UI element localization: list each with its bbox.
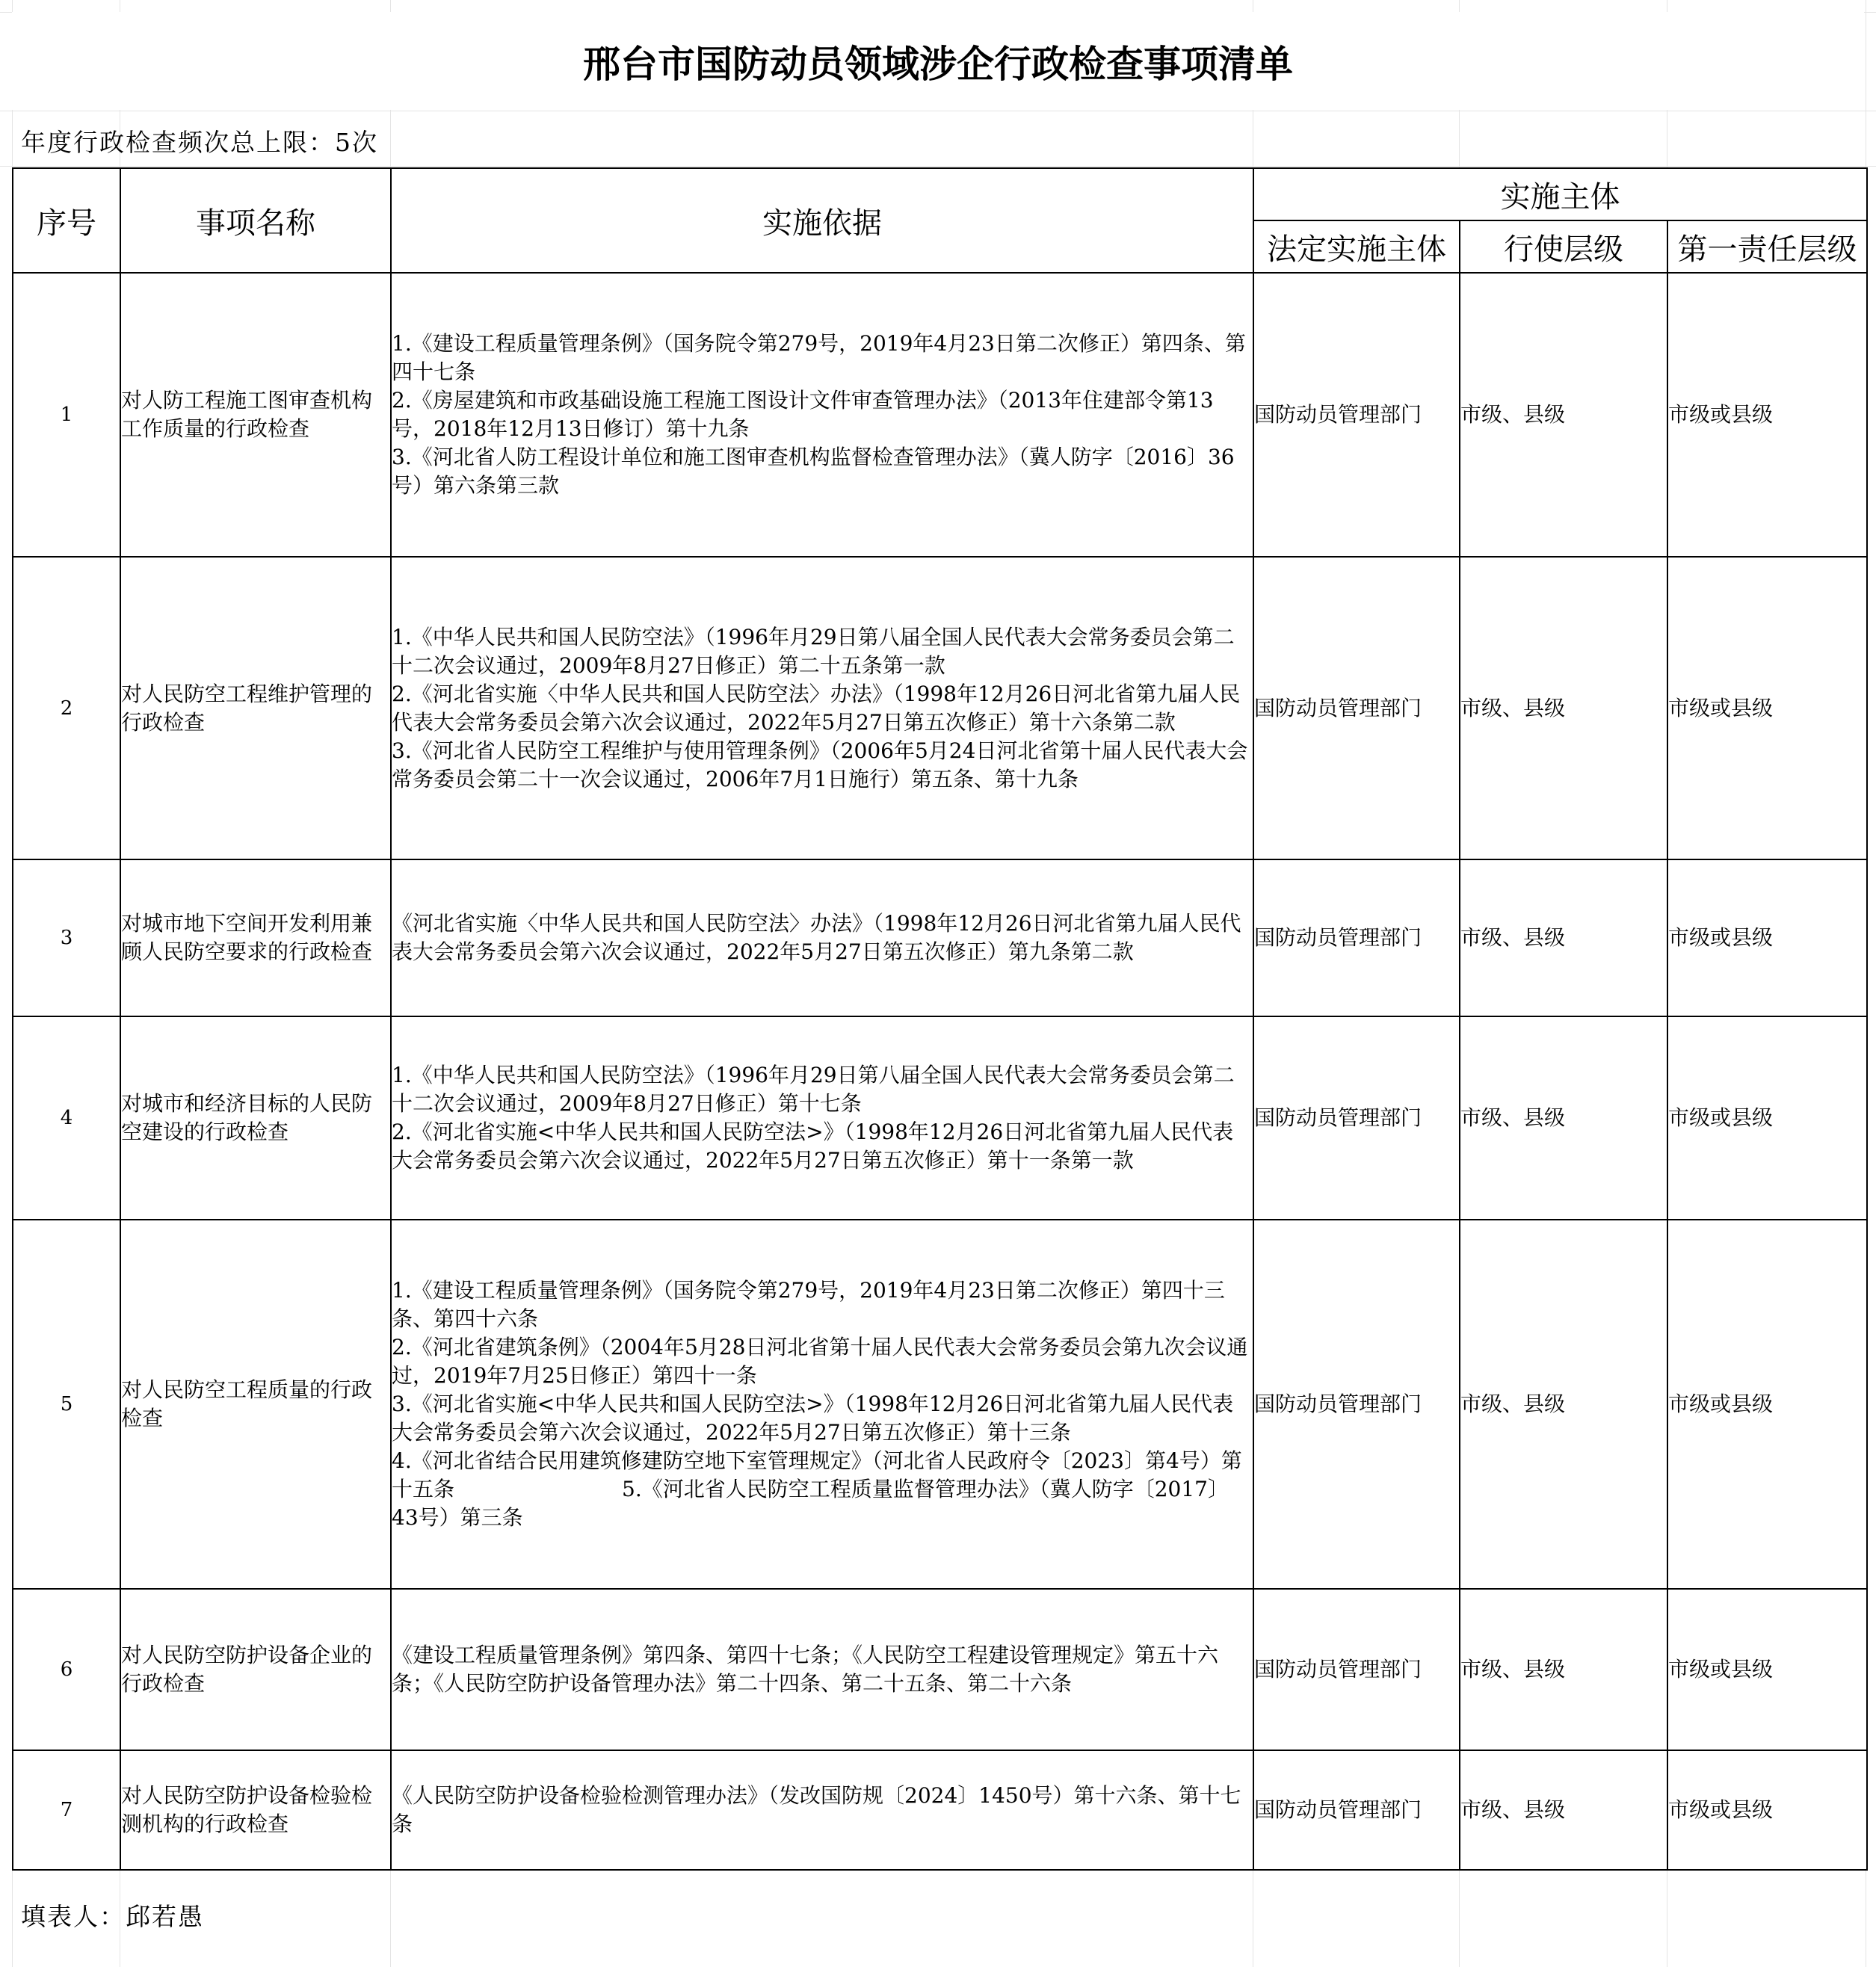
header-exercise-level: 行使层级 bbox=[1460, 220, 1667, 273]
basis-clause: 1.《建设工程质量管理条例》（国务院令第279号，2019年4月23日第二次修正）第四条、第四十七条 bbox=[392, 331, 1246, 384]
row-basis bbox=[391, 557, 1253, 859]
basis-clause: 《河北省实施〈中华人民共和国人民防空法〉办法》（1998年12月26日河北省第九届人民代表大会常务委员会第六次会议通过，2022年5月27日第五次修正）第九条第二款 bbox=[392, 911, 1241, 964]
row-index: 5 bbox=[13, 1220, 120, 1589]
row-basis bbox=[391, 273, 1253, 557]
table-row bbox=[13, 273, 1867, 557]
header-item-name: 事项名称 bbox=[120, 168, 391, 273]
row-legal-subject: 国防动员管理部门 bbox=[1253, 1220, 1460, 1589]
basis-clause: 2.《河北省建筑条例》（2004年5月28日河北省第十届人民代表大会常务委员会第九次会议通过，2019年7月25日修正）第四十一条 bbox=[392, 1335, 1248, 1388]
basis-clause: 1.《中华人民共和国人民防空法》（1996年月29日第八届全国人民代表大会常务委员会第二十二次会议通过，2009年8月27日修正）第二十五条第一款 bbox=[392, 624, 1235, 678]
row-legal-subject: 国防动员管理部门 bbox=[1253, 273, 1460, 557]
row-basis bbox=[391, 1016, 1253, 1220]
row-primary-level: 市级或县级 bbox=[1667, 273, 1867, 557]
table-row bbox=[13, 557, 1867, 859]
row-exercise-level: 市级、县级 bbox=[1460, 1589, 1667, 1750]
row-basis bbox=[391, 1589, 1253, 1750]
row-legal-subject: 国防动员管理部门 bbox=[1253, 1750, 1460, 1870]
row-legal-subject: 国防动员管理部门 bbox=[1253, 1016, 1460, 1220]
basis-clause: 4.《河北省结合民用建筑修建防空地下室管理规定》（河北省人民政府令〔2023〕第4号）第十五条 5.《河北省人民防空工程质量监督管理办法》（冀人防字〔2017〕43号）第三条 bbox=[392, 1448, 1242, 1530]
row-item-name: 对人民防空工程维护管理的行政检查 bbox=[120, 557, 391, 859]
header-index: 序号 bbox=[13, 168, 120, 273]
page-title: 邢台市国防动员领域涉企行政检查事项清单 bbox=[12, 12, 1864, 110]
basis-clause: 1.《建设工程质量管理条例》（国务院令第279号，2019年4月23日第二次修正）第四十三条、第四十六条 bbox=[392, 1278, 1225, 1331]
row-index: 2 bbox=[13, 557, 120, 859]
basis-clause: 2.《河北省实施<中华人民共和国人民防空法>》（1998年12月26日河北省第九届人民代表大会常务委员会第六次会议通过，2022年5月27日第五次修正）第十一条第一款 bbox=[392, 1120, 1234, 1173]
header-primary-level: 第一责任层级 bbox=[1667, 220, 1867, 273]
row-exercise-level: 市级、县级 bbox=[1460, 1016, 1667, 1220]
form-filler: 填表人：邱若愚 bbox=[21, 1901, 204, 1931]
basis-clause: 1.《中华人民共和国人民防空法》（1996年月29日第八届全国人民代表大会常务委员会第二十二次会议通过，2009年8月27日修正）第十七条 bbox=[392, 1063, 1235, 1116]
row-basis bbox=[391, 1220, 1253, 1589]
row-legal-subject: 国防动员管理部门 bbox=[1253, 557, 1460, 859]
row-exercise-level: 市级、县级 bbox=[1460, 557, 1667, 859]
table-row bbox=[13, 859, 1867, 1016]
row-item-name: 对城市和经济目标的人民防空建设的行政检查 bbox=[120, 1016, 391, 1220]
row-legal-subject: 国防动员管理部门 bbox=[1253, 859, 1460, 1016]
row-exercise-level: 市级、县级 bbox=[1460, 273, 1667, 557]
row-primary-level: 市级或县级 bbox=[1667, 1589, 1867, 1750]
row-item-name: 对人民防空防护设备企业的行政检查 bbox=[120, 1589, 391, 1750]
table-row bbox=[13, 1750, 1867, 1870]
table-row bbox=[13, 1220, 1867, 1589]
row-index: 1 bbox=[13, 273, 120, 557]
row-exercise-level: 市级、县级 bbox=[1460, 1750, 1667, 1870]
basis-clause: 3.《河北省人防工程设计单位和施工图审查机构监督检查管理办法》（冀人防字〔2016〕36号）第六条第三款 bbox=[392, 445, 1235, 498]
row-index: 7 bbox=[13, 1750, 120, 1870]
row-index: 4 bbox=[13, 1016, 120, 1220]
row-index: 3 bbox=[13, 859, 120, 1016]
header-subject-group: 实施主体 bbox=[1253, 168, 1867, 220]
header-legal-subject: 法定实施主体 bbox=[1253, 220, 1460, 273]
table-row bbox=[13, 1589, 1867, 1750]
grid-line bbox=[0, 166, 1876, 167]
table-row bbox=[13, 1016, 1867, 1220]
row-item-name: 对人民防空工程质量的行政检查 bbox=[120, 1220, 391, 1589]
basis-clause: 《建设工程质量管理条例》第四条、第四十七条；《人民防空工程建设管理规定》第五十六条；《人民防空防护设备管理办法》第二十四条、第二十五条、第二十六条 bbox=[392, 1643, 1219, 1696]
basis-clause: 3.《河北省人民防空工程维护与使用管理条例》（2006年5月24日河北省第十届人民代表大会常务委员会第二十一次会议通过，2006年7月1日施行）第五条、第十九条 bbox=[392, 738, 1248, 791]
row-item-name: 对人防工程施工图审查机构工作质量的行政检查 bbox=[120, 273, 391, 557]
row-item-name: 对城市地下空间开发利用兼顾人民防空要求的行政检查 bbox=[120, 859, 391, 1016]
row-primary-level: 市级或县级 bbox=[1667, 1220, 1867, 1589]
basis-clause: 2.《房屋建筑和市政基础设施工程施工图设计文件审查管理办法》（2013年住建部令第13号，2018年12月13日修订）第十九条 bbox=[392, 388, 1214, 441]
annual-inspection-limit: 年度行政检查频次总上限：5次 bbox=[21, 127, 378, 157]
row-primary-level: 市级或县级 bbox=[1667, 1750, 1867, 1870]
row-basis bbox=[391, 859, 1253, 1016]
row-item-name: 对人民防空防护设备检验检测机构的行政检查 bbox=[120, 1750, 391, 1870]
row-exercise-level: 市级、县级 bbox=[1460, 1220, 1667, 1589]
header-basis: 实施依据 bbox=[391, 168, 1253, 273]
basis-clause: 3.《河北省实施<中华人民共和国人民防空法>》（1998年12月26日河北省第九届人民代表大会常务委员会第六次会议通过，2022年5月27日第五次修正）第十三条 bbox=[392, 1392, 1234, 1445]
row-primary-level: 市级或县级 bbox=[1667, 1016, 1867, 1220]
row-primary-level: 市级或县级 bbox=[1667, 859, 1867, 1016]
row-exercise-level: 市级、县级 bbox=[1460, 859, 1667, 1016]
basis-clause: 《人民防空防护设备检验检测管理办法》（发改国防规〔2024〕1450号）第十六条、第十七条 bbox=[392, 1783, 1241, 1836]
row-legal-subject: 国防动员管理部门 bbox=[1253, 1589, 1460, 1750]
row-index: 6 bbox=[13, 1589, 120, 1750]
inspection-items-table bbox=[12, 167, 1868, 1871]
row-basis bbox=[391, 1750, 1253, 1870]
basis-clause: 2.《河北省实施〈中华人民共和国人民防空法〉办法》（1998年12月26日河北省第九届人民代表大会常务委员会第六次会议通过，2022年5月27日第五次修正）第十六条第二款 bbox=[392, 681, 1241, 735]
row-primary-level: 市级或县级 bbox=[1667, 557, 1867, 859]
